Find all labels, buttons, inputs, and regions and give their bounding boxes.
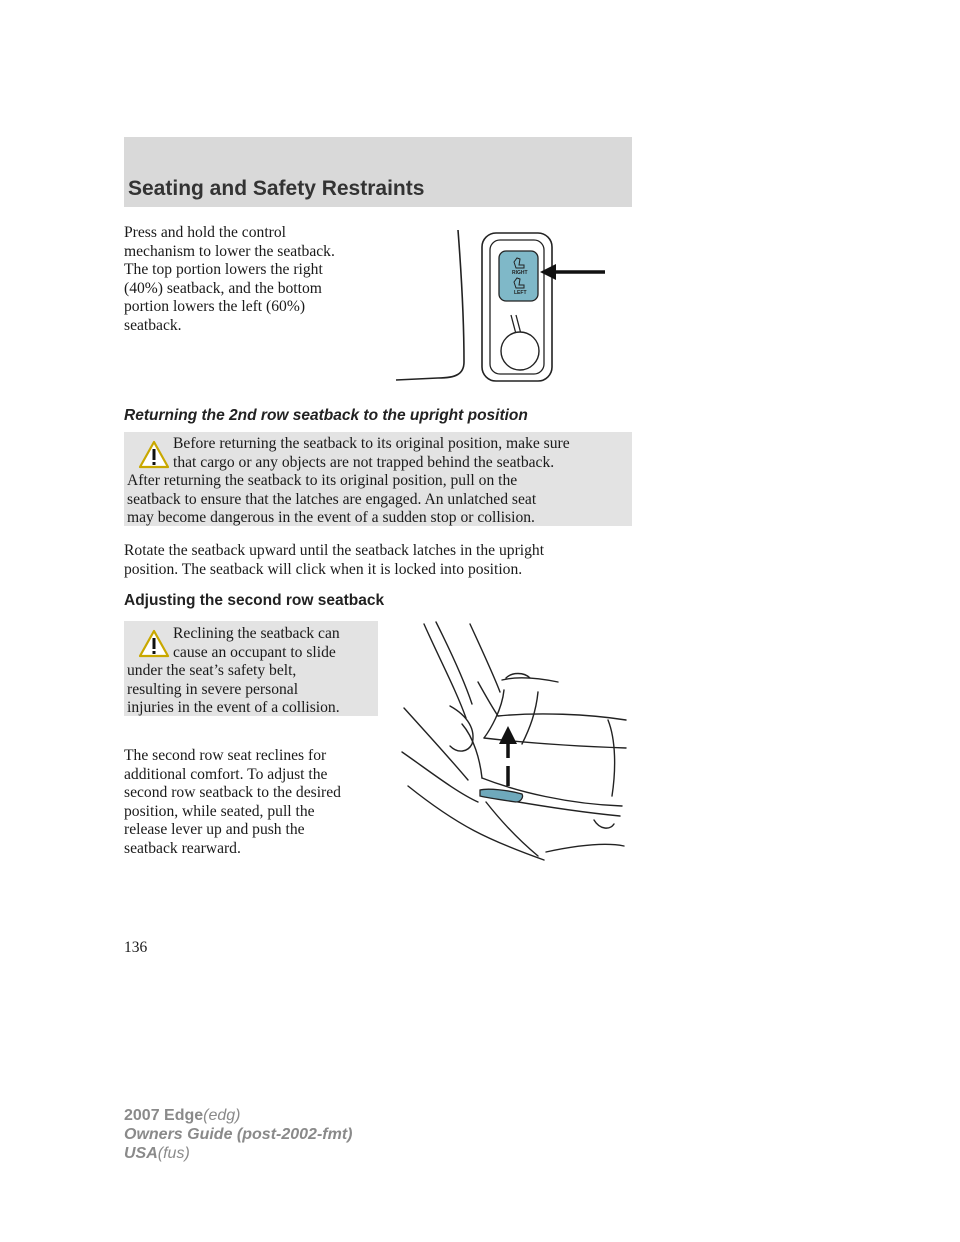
section-title: Seating and Safety Restraints	[128, 177, 425, 200]
adjust-paragraph	[124, 747, 341, 858]
page-number: 136	[124, 939, 148, 956]
warning-triangle-icon	[138, 440, 170, 470]
text-line: (40%) seatback, and the bottom	[124, 279, 322, 297]
left-label: LEFT	[514, 290, 527, 296]
text-line: resulting in severe personal	[127, 680, 299, 698]
warning-box-upright	[124, 432, 632, 526]
footer-line-guide	[124, 1125, 352, 1144]
warning-text-adjust-cont	[127, 662, 340, 718]
text-line: Press and hold the control	[124, 224, 286, 241]
text-line: Reclining the seatback can	[173, 625, 340, 642]
text-line: second row seatback to the desired	[124, 784, 341, 801]
text-line: seatback to ensure that the latches are engaged. An unlatched seat	[127, 490, 537, 508]
footer-model: 2007 Edge	[124, 1107, 204, 1124]
arrow-left-icon	[540, 264, 605, 280]
text-line: seatback.	[124, 316, 182, 334]
text-line: position. The seatback will click when it is locked into position.	[124, 560, 523, 578]
text-line: mechanism to lower the seatback.	[124, 242, 335, 260]
right-label: RIGHT	[512, 270, 528, 276]
footer-line-model	[124, 1106, 352, 1125]
section-heading-adjust: Adjusting the second row seatback	[124, 592, 385, 609]
text-line: The top portion lowers the right	[124, 261, 323, 278]
warning-text-adjust	[173, 625, 340, 662]
upright-paragraph	[124, 542, 544, 579]
warning-triangle-icon	[138, 629, 170, 659]
text-line: Before returning the seatback to its original position, make sure	[173, 435, 570, 452]
intro-paragraph	[124, 224, 335, 335]
text-line: position, while seated, pull the	[124, 802, 315, 820]
section-heading-upright: Returning the 2nd row seatback to the upright position	[124, 407, 528, 424]
seatback-control-illustration	[392, 222, 612, 387]
text-line: additional comfort. To adjust the	[124, 765, 328, 783]
footer-region-code: (fus)	[157, 1145, 190, 1162]
section-header-band	[124, 137, 632, 207]
text-line: release lever up and push the	[124, 821, 305, 838]
text-line: portion lowers the left (60%)	[124, 298, 306, 315]
arrow-up-icon	[499, 726, 517, 786]
release-lever	[480, 789, 523, 802]
warning-box-adjust	[124, 621, 378, 716]
footer-line-region	[124, 1144, 352, 1163]
text-line: under the seat’s safety belt,	[127, 662, 297, 679]
warning-text-upright	[173, 435, 570, 472]
text-line: Rotate the seatback upward until the seatback latches in the upright	[124, 542, 545, 559]
text-line: The second row seat reclines for	[124, 747, 327, 764]
text-line: that cargo or any objects are not trapped behind the seatback.	[173, 453, 555, 471]
footer-guide: Owners Guide (post-2002-fmt)	[124, 1126, 353, 1143]
text-line: cause an occupant to slide	[173, 643, 336, 661]
footer-model-code: (edg)	[203, 1107, 241, 1124]
document-footer	[124, 1106, 352, 1163]
seat-recline-illustration	[398, 620, 632, 862]
text-line: seatback rearward.	[124, 839, 241, 857]
warning-text-upright-cont	[127, 472, 536, 528]
footer-region: USA	[124, 1145, 158, 1162]
text-line: may become dangerous in the event of a sudden stop or collision.	[127, 509, 535, 526]
text-line: injuries in the event of a collision.	[127, 699, 340, 716]
text-line: After returning the seatback to its original position, pull on the	[127, 472, 518, 489]
